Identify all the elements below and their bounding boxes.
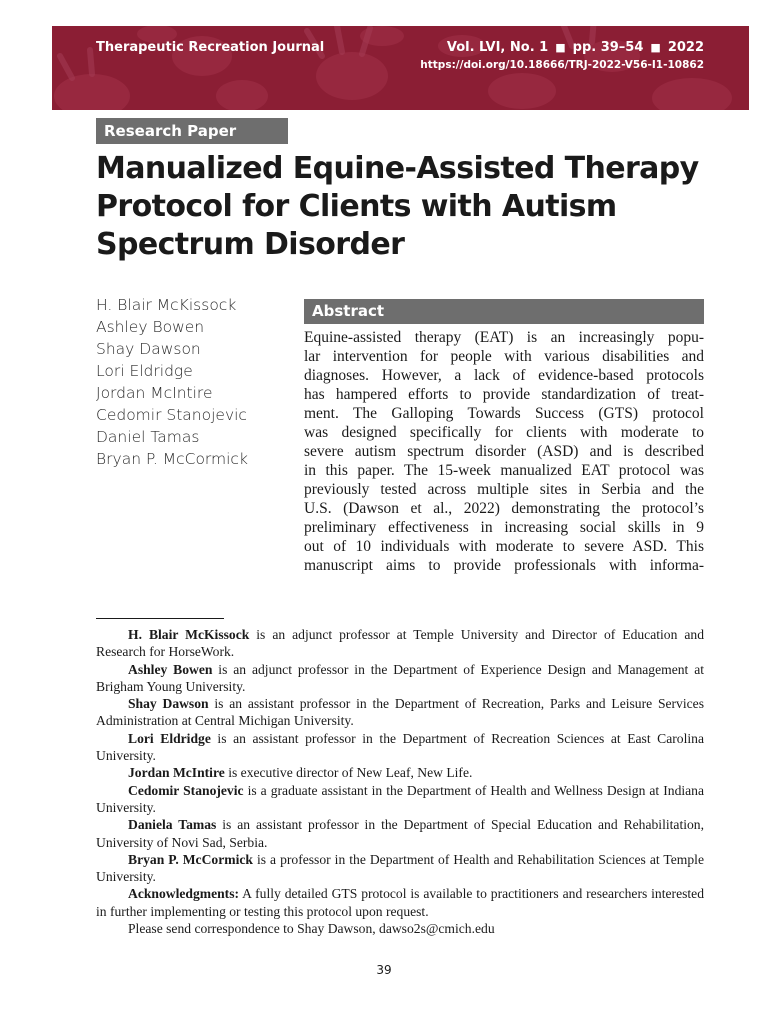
page-number: 39 [376,963,392,977]
abstract-line: severe autism spectrum disorder (ASD) and is described [304,443,704,460]
acknowledgments-note [96,885,704,920]
abstract-line: in this paper. The 15-week manualized EAT protocol was [304,462,704,479]
footnote-name: Cedomir Stanojevic [128,782,244,798]
author-name: Cedomir Stanojevic [96,406,247,424]
volume-issue: Vol. LVI, No. 1 [446,40,549,55]
article-type-label: Research Paper [96,118,288,144]
footnote-name: Jordan McIntire [128,765,225,781]
footnote [96,626,704,661]
footnote [96,782,704,817]
footnote [96,764,704,781]
abstract-line: ment. The Galloping Towards Success (GTS) protocol [304,405,704,422]
footnote-name: Bryan P. McCormick [128,851,253,867]
footnote-text: is an assistant professor in the Department of Recreation Sciences at East Carolina University. [96,730,704,764]
footnote-text: is an adjunct professor in the Department of Experience Design and Management at Brigham Young University. [96,661,705,694]
page-range: pp. 39–54 [572,40,644,55]
footnote-name: Daniela Tamas [128,817,217,833]
correspondence-note [96,920,704,937]
footnote-text: is a professor in the Department of Health and Rehabilitation Sciences at Temple University. [96,851,704,885]
author-name: Daniel Tamas [96,428,200,446]
footnote-text: is an adjunct professor at Temple University and Director of Education and Research for HorseWork. [96,627,704,660]
abstract-line: preliminary effectiveness in increasing social skills in 9 [304,519,704,536]
footnote-name: Acknowledgments: [128,886,240,902]
author-name: Lori Eldridge [96,362,193,380]
author-name: H. Blair McKissock [96,296,237,314]
footnote [96,695,704,730]
footnote-text: is an assistant professor in the Department of Special Education and Rehabilitation, University of Novi Sad, Serbia. [96,817,704,850]
author-list [96,294,296,470]
footnote-name: H. Blair McKissock [128,627,250,642]
author-name: Ashley Bowen [96,318,205,336]
footnote-text: is an assistant professor in the Department of Recreation, Parks and Leisure Services Administration at Central Michigan University. [96,696,704,729]
abstract-line: U.S. (Dawson et al., 2022) demonstrating the protocol’s [304,500,704,517]
abstract-line: out of 10 individuals with moderate to severe ASD. This [304,538,704,555]
footnote [96,816,704,851]
abstract-line: lar intervention for people with various disabilities and [304,348,704,365]
doi-link[interactable]: https://doi.org/10.18666/TRJ-2022-V56-I1-10862 [420,59,704,71]
footnote-text: is executive director of New Leaf, New Life. [224,765,473,781]
article-title: Manualized Equine-Assisted Therapy Protocol for Clients with Autism Spectrum Disorder [96,151,699,262]
abstract-line: previously tested across multiple sites in Serbia and the [304,481,704,498]
abstract-line: has hampered efforts to provide standardization of treat- [304,386,704,403]
journal-name: Therapeutic Recreation Journal [96,40,325,55]
author-name: Shay Dawson [96,340,201,358]
abstract-line: diagnoses. However, a lack of evidence-based protocols [304,367,704,384]
author-name: Bryan P. McCormick [96,450,248,468]
abstract-line: was designed specifically for clients with moderate to [304,424,704,441]
footnotes [96,626,704,937]
footnote [96,851,704,886]
footnote [96,730,704,765]
footnote-divider [96,618,224,619]
publication-year: 2022 [667,40,704,55]
journal-header-band [52,26,749,110]
footnote-name: Lori Eldridge [128,730,211,746]
abstract-heading: Abstract [304,299,704,324]
abstract-line: Equine-assisted therapy (EAT) is an increasingly popu- [304,329,704,346]
footnote-name: Ashley Bowen [128,661,213,677]
separator-square-icon: ■ [650,41,661,54]
footnote-name: Shay Dawson [128,696,209,712]
footnote-text: A fully detailed GTS protocol is available to practitioners and researchers interested in further implementing or testing this protocol upon request. [96,886,704,919]
author-name: Jordan McIntire [96,384,213,402]
footnote-text: Please send correspondence to Shay Dawson, dawso2s@cmich.edu [128,921,495,937]
abstract-text [304,328,704,575]
abstract-line: manuscript aims to provide professionals with informa- [304,557,704,574]
issue-info [447,40,704,55]
footnote [96,661,704,696]
footnote-text: is a graduate assistant in the Department of Health and Wellness Design at Indiana University. [96,782,705,815]
separator-square-icon: ■ [555,41,566,54]
